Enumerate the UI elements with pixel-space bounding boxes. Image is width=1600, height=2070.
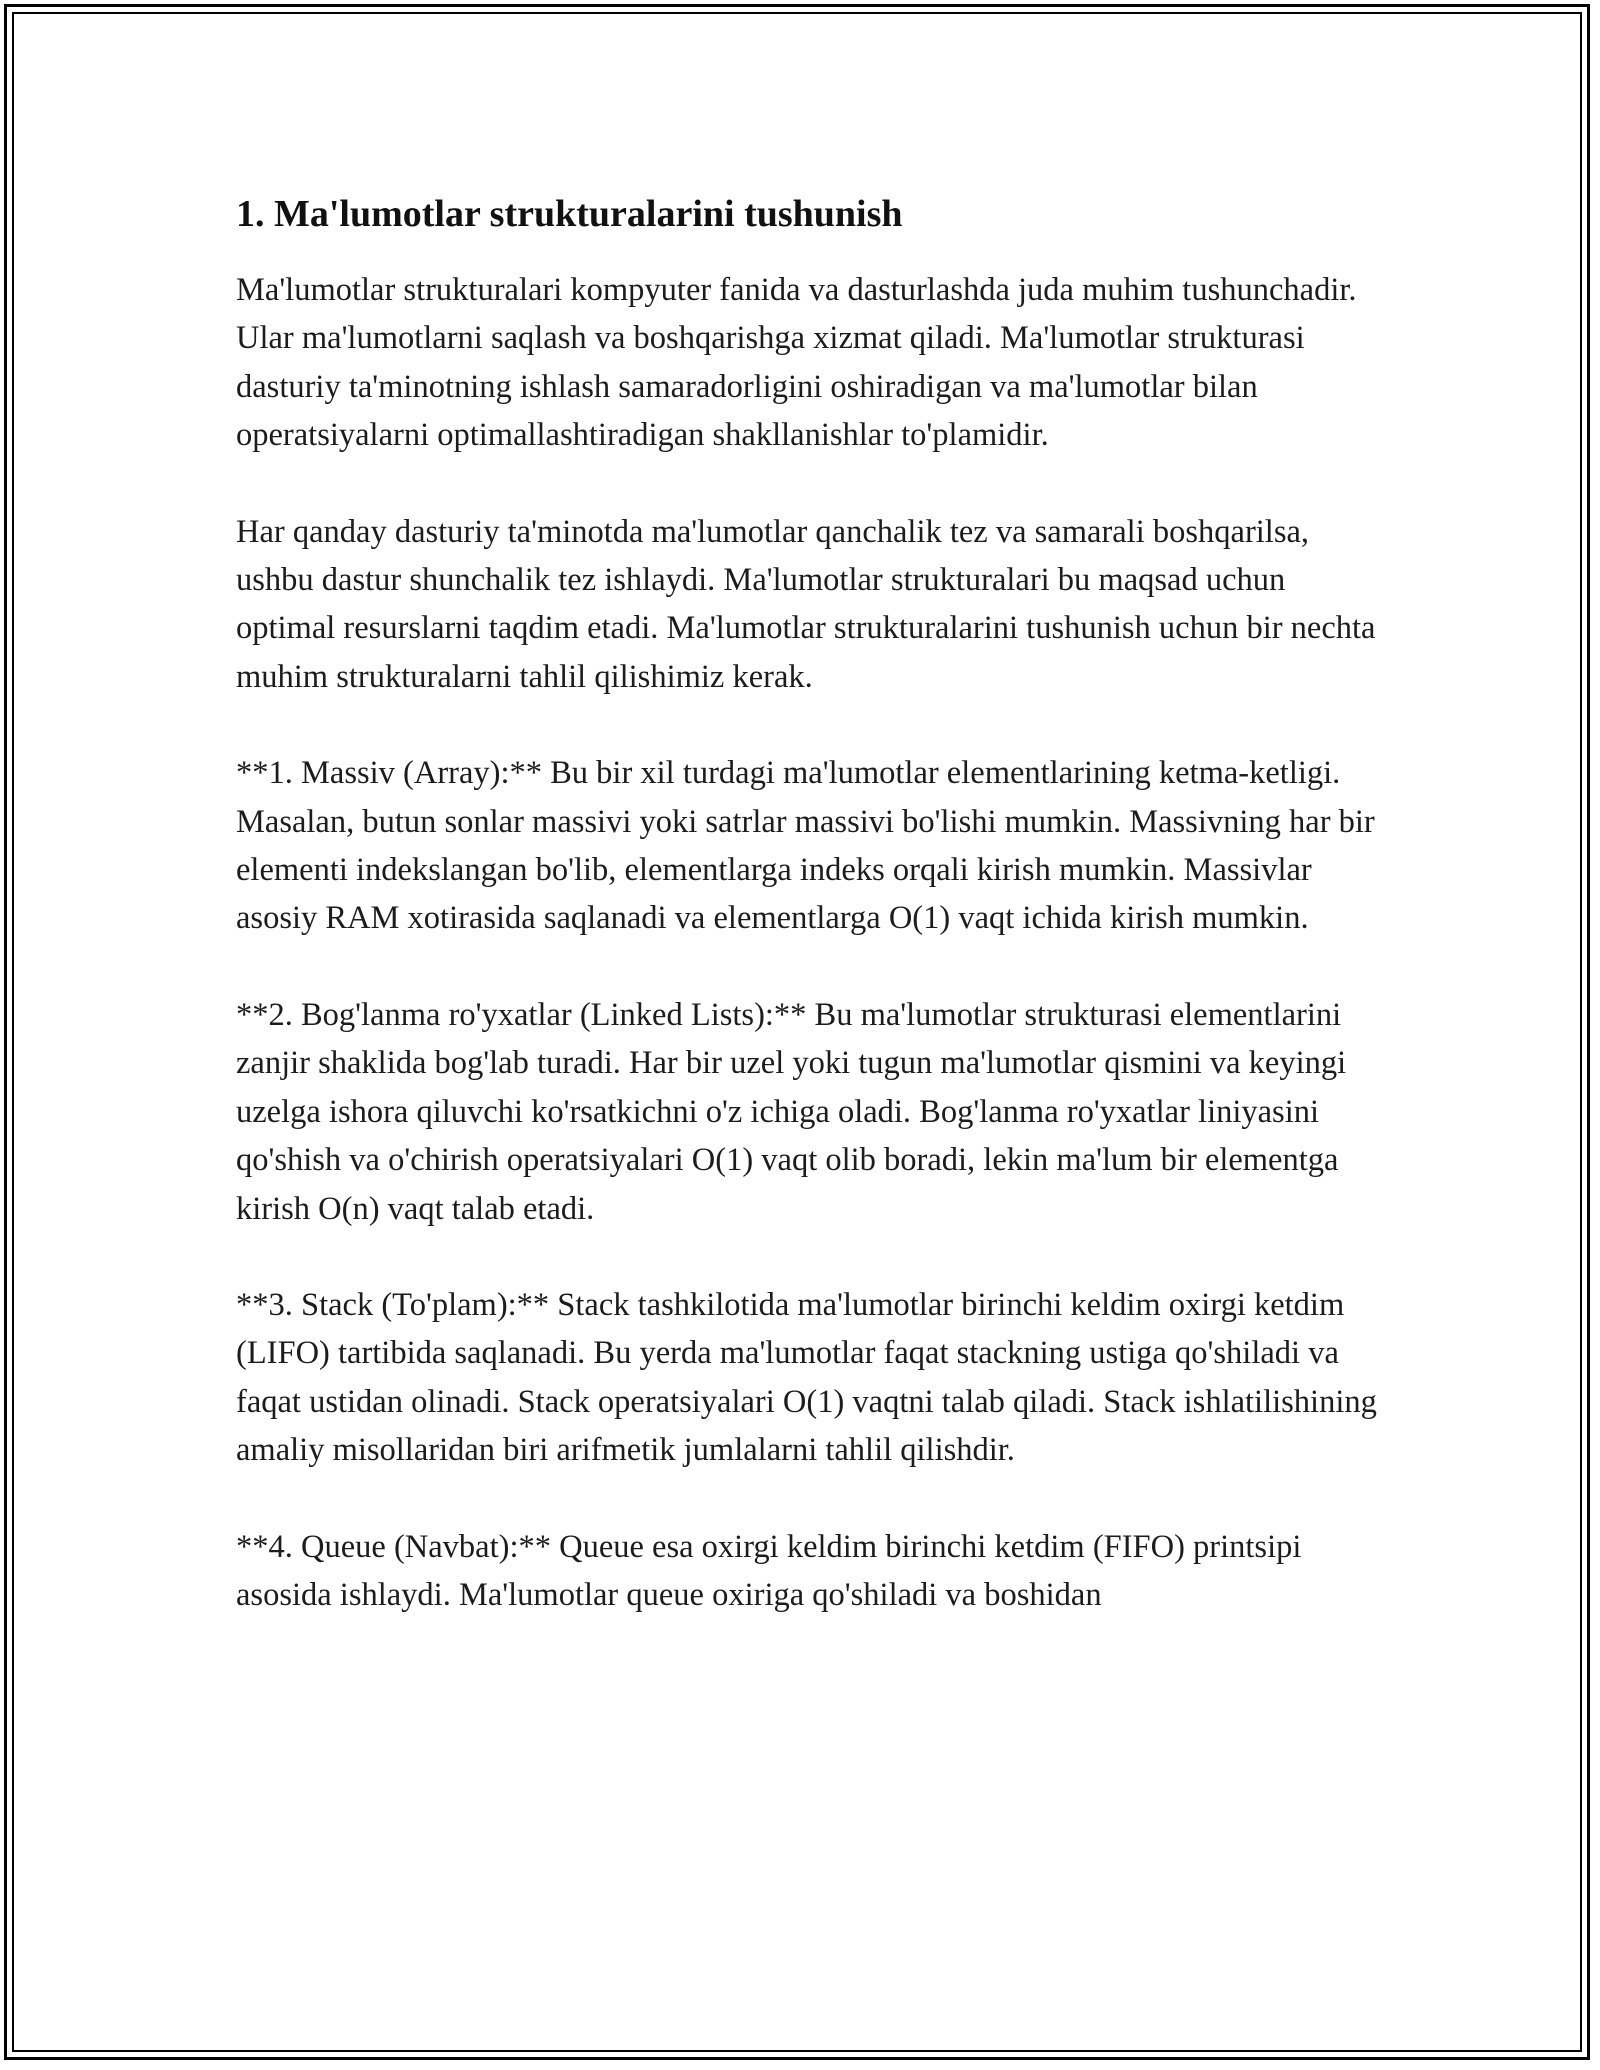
paragraph-queue: **4. Queue (Navbat):** Queue esa oxirgi keldim birinchi ketdim (FIFO) printsipi asosida ishlaydi. Ma'lumotlar queue oxiriga qo'shiladi va boshidan xyxy=(236,1528,1302,1613)
document-body xyxy=(236,186,1386,1667)
paragraph-intro: Ma'lumotlar strukturalari kompyuter fanida va dasturlashda juda muhim tushunchadir. Ular ma'lumotlarni saqlash va boshqarishga xizmat qiladi. Ma'lumotlar strukturasi dasturiy ta'minotning ishlash samaradorligini oshiradigan va ma'lumotlar bilan operatsiyalarni optimallashtiradigan shakllanishlar to'plamidir. xyxy=(236,272,1357,454)
paragraph-array: **1. Massiv (Array):** Bu bir xil turdagi ma'lumotlar elementlarining ketma-ketligi. Masalan, butun sonlar massivi yoki satrlar massivi bo'lishi mumkin. Massivning har bir elementi indekslangan bo'lib, elementlarga indeks orqali kirish mumkin. Massivlar asosiy RAM xotirasida saqlanadi va elementlarga O(1) vaqt ichida kirish mumkin. xyxy=(236,755,1375,937)
paragraph-stack: **3. Stack (To'plam):** Stack tashkilotida ma'lumotlar birinchi keldim oxirgi ketdim (LIFO) tartibida saqlanadi. Bu yerda ma'lumotlar faqat stackning ustiga qo'shiladi va faqat ustidan olinadi. Stack operatsiyalari O(1) vaqtni talab qiladi. Stack ishlatilishining amaliy misollaridan biri arifmetik jumlalarni tahlil qilishdir. xyxy=(236,1286,1377,1469)
paragraph-performance: Har qanday dasturiy ta'minotda ma'lumotlar qanchalik tez va samarali boshqarilsa, ushbu dastur shunchalik tez ishlaydi. Ma'lumotlar strukturalari bu maqsad uchun optimal resurslarni taqdim etadi. Ma'lumotlar strukturalarini tushunish uchun bir nechta muhim strukturalarni tahlil qilishimiz kerak. xyxy=(236,513,1376,695)
section-heading: 1. Ma'lumotlar strukturalarini tushunish xyxy=(236,193,903,235)
paragraph-linked-lists: **2. Bog'lanma ro'yxatlar (Linked Lists):** Bu ma'lumotlar strukturasi elementlarini zanjir shaklida bog'lab turadi. Har bir uzel yoki tugun ma'lumotlar qismini va keyingi uzelga ishora qiluvchi ko'rsatkichni o'z ichiga oladi. Bog'lanma ro'yxatlar liniyasini qo'shish va o'chirish operatsiyalari O(1) vaqt olib boradi, lekin ma'lum bir elementga kirish O(n) vaqt talab etadi. xyxy=(236,996,1347,1227)
